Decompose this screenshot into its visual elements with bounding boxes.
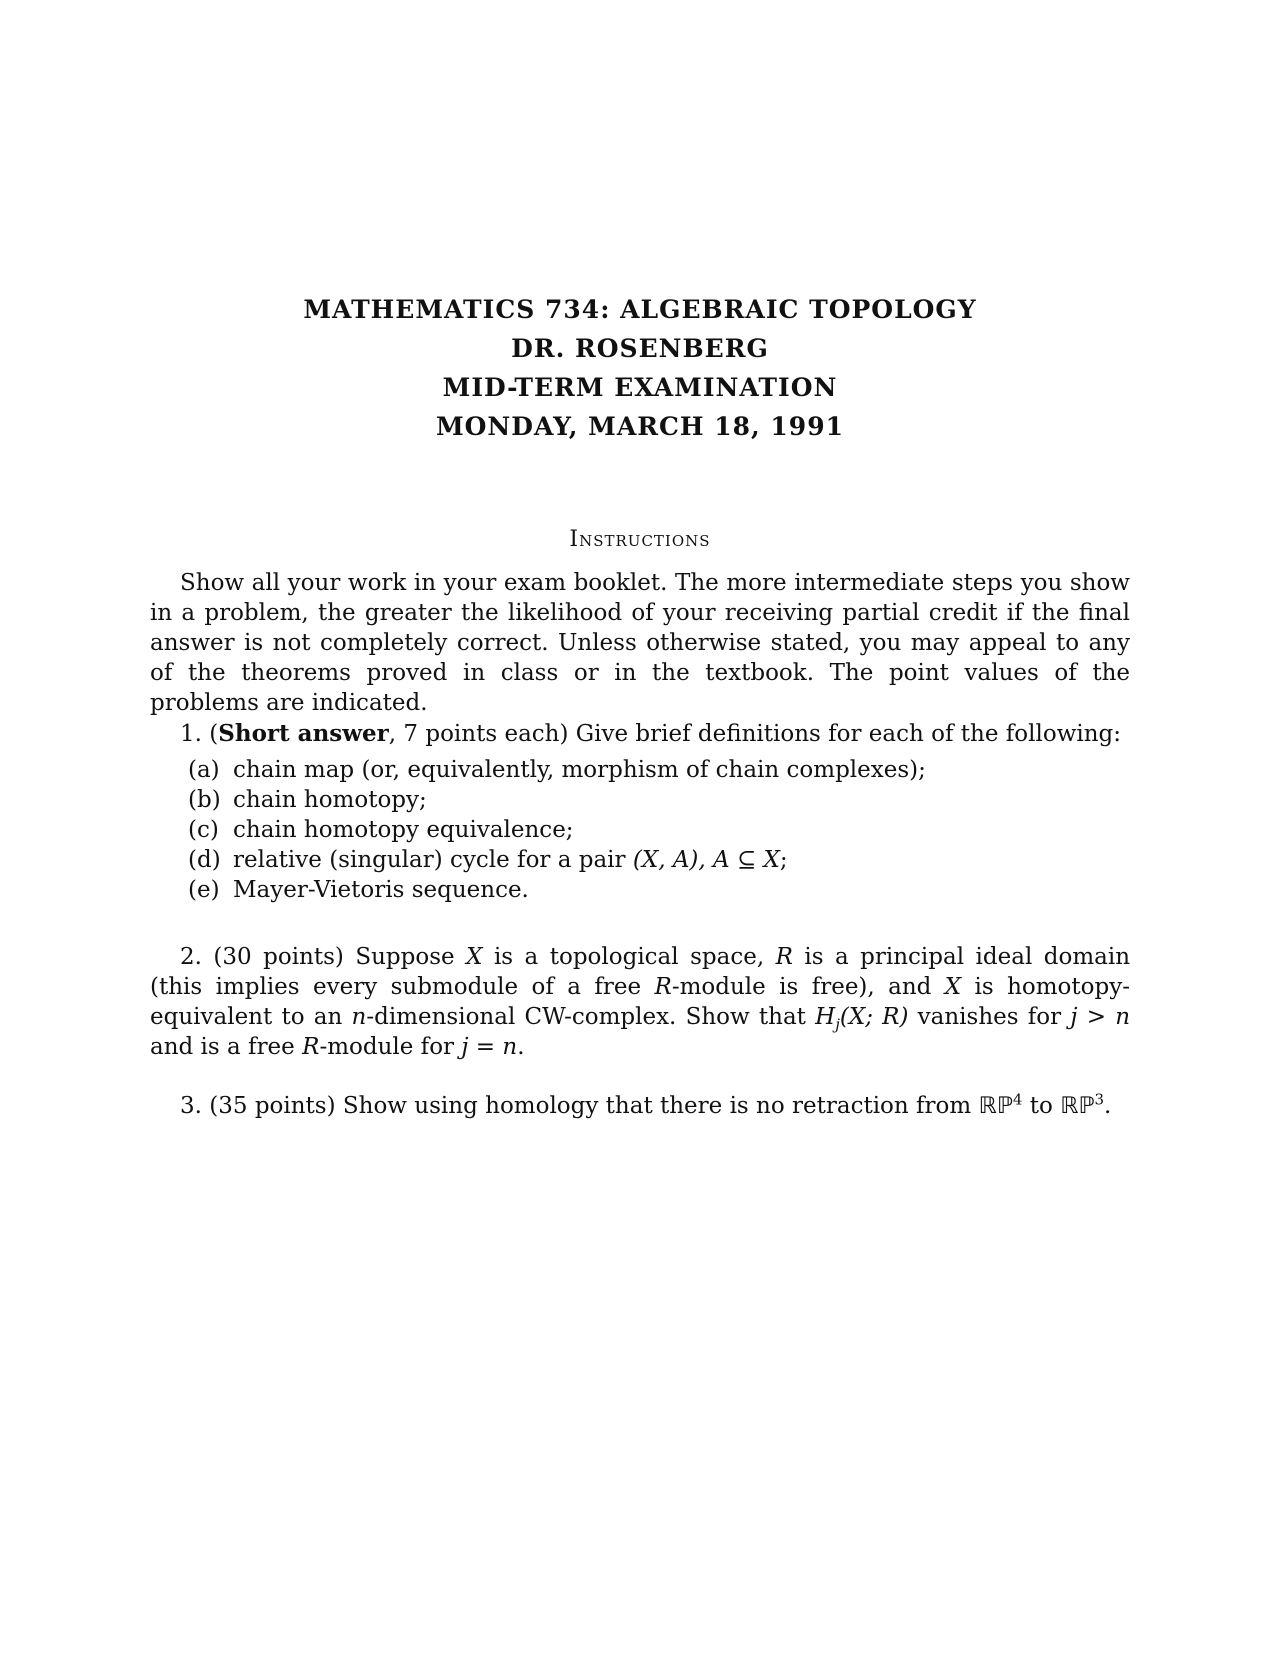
problem-1 <box>150 719 1130 905</box>
problem-3-text: Show using homology that there is no retraction from <box>342 1093 979 1119</box>
item-label: (a) <box>188 757 220 783</box>
problem-1-bold-label: Short answer <box>218 720 389 747</box>
item-text: chain homotopy equivalence; <box>233 817 574 843</box>
math-var: H <box>815 1004 836 1030</box>
problem-2-text: -module is free), and <box>671 974 945 1000</box>
instructions-heading: Instructions <box>569 527 711 552</box>
problem-1-intro: 1. (Short answer, 7 points each) Give brief definitions for each of the following: <box>180 720 1122 747</box>
math-expression: j > n <box>1070 1004 1131 1030</box>
math-subscript: j <box>835 1015 840 1034</box>
item-math: (X, A), A ⊆ X <box>632 847 780 873</box>
math-expression: j = n <box>461 1034 518 1060</box>
exam-header <box>0 290 1280 446</box>
problem-3-points: (35 points) <box>209 1093 336 1119</box>
item-text: relative (singular) cycle for a pair <box>233 847 633 873</box>
item-text: chain homotopy; <box>233 787 427 813</box>
problem-2-points: (30 points) <box>213 944 344 970</box>
list-item <box>188 845 1130 875</box>
problem-1-items <box>188 755 1130 905</box>
instructor-name: DR. ROSENBERG <box>511 334 769 363</box>
problem-2-text: . <box>517 1034 525 1060</box>
math-var: X <box>466 944 483 970</box>
math-expression: (X; R) <box>839 1004 909 1030</box>
list-item <box>188 875 1130 905</box>
problem-3 <box>150 1091 1130 1121</box>
problem-2-text: is a principal ideal domain (this implies every submodule of a free <box>150 944 1131 1000</box>
item-label: (d) <box>188 847 221 873</box>
problem-1-intro-text: , 7 points each) Give brief definitions for each of the following: <box>388 721 1122 747</box>
problem-3-text: to <box>1022 1093 1061 1119</box>
math-var: R <box>775 944 793 970</box>
problem-2-text: vanishes for <box>908 1004 1071 1030</box>
instructions-paragraph: Show all your work in your exam booklet. The more intermediate steps you show in a problem, the greater the likelihood of your receiving partial credit if the final answer is not completely correct. Unless otherwise stated, you may appeal to any of the theorems proved in class or in the textbook. The point values of the problems are indicated. <box>150 570 1130 716</box>
item-text-end: ; <box>779 847 788 873</box>
list-item <box>188 815 1130 845</box>
problem-2-text: and is a free <box>150 1034 303 1060</box>
problem-3-text: . <box>1104 1093 1112 1119</box>
math-var: n <box>351 1004 367 1030</box>
item-label: (e) <box>188 877 220 903</box>
list-item <box>188 785 1130 815</box>
list-item <box>188 755 1130 785</box>
problem-2-text: is a topological space, <box>482 944 776 970</box>
problem-1-number: 1. <box>180 721 202 747</box>
exam-date: MONDAY, MARCH 18, 1991 <box>435 412 844 441</box>
math-var: R <box>302 1034 320 1060</box>
problem-2 <box>150 942 1130 1062</box>
item-text: chain map (or, equivalently, morphism of chain complexes); <box>233 757 926 783</box>
problem-2-text: -dimensional CW-complex. Show that <box>366 1004 816 1030</box>
problem-2-text: Suppose <box>355 944 467 970</box>
projective-space: ℝℙ <box>1060 1093 1095 1119</box>
course-title: MATHEMATICS 734: ALGEBRAIC TOPOLOGY <box>303 295 977 324</box>
exponent: 4 <box>1012 1090 1023 1109</box>
item-label: (c) <box>188 817 219 843</box>
problem-3-number: 3. <box>180 1093 202 1119</box>
problem-2-text: -module for <box>319 1034 462 1060</box>
item-label: (b) <box>188 787 221 813</box>
projective-space: ℝℙ <box>978 1093 1013 1119</box>
problem-2-number: 2. <box>180 944 202 970</box>
problem-2-text: is homotopy-equivalent to an <box>150 974 1130 1030</box>
exponent: 3 <box>1094 1090 1105 1109</box>
math-var: X <box>944 974 962 1000</box>
math-var: R <box>654 974 672 1000</box>
item-text: Mayer-Vietoris sequence. <box>233 877 529 903</box>
exam-type: MID-TERM EXAMINATION <box>442 373 838 402</box>
